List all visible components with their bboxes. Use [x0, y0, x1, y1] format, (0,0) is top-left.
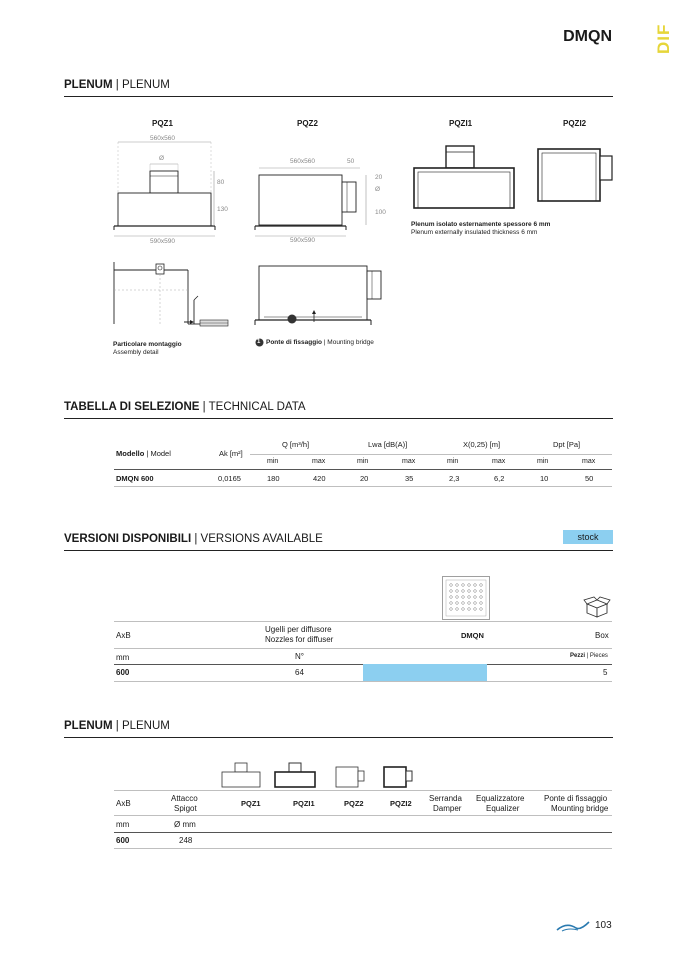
col-pqz2: PQZ2	[344, 799, 364, 808]
col-dmqn: DMQN	[461, 631, 484, 640]
sub-max: max	[402, 458, 416, 465]
col-x: X(0,25) [m]	[463, 440, 501, 449]
pqzi1-thumb-icon	[273, 761, 317, 789]
dim-label: 80	[217, 179, 225, 186]
dim-label: 130	[217, 206, 228, 213]
dim-label: 100	[375, 209, 386, 216]
col-model: Modello | Model	[116, 449, 171, 458]
col-mounting: Mounting bridge	[551, 804, 609, 813]
row-ak: 0,0165	[218, 474, 241, 483]
mounting-bridge-caption: Ponte di fissaggio | Mounting bridge	[266, 339, 374, 346]
row-q-min: 180	[267, 474, 280, 483]
row-dp-min: 10	[540, 474, 549, 483]
pqz1-drawing	[108, 130, 223, 245]
col-spigot: Spigot	[174, 804, 197, 813]
assembly-detail-drawing	[110, 260, 235, 335]
col-lwa: Lwa [dB(A)]	[368, 440, 408, 449]
variant-label-pqzi1: PQZI1	[449, 119, 473, 128]
col-axb: AxB	[116, 799, 131, 808]
sub-max: max	[312, 458, 326, 465]
section-divider	[64, 737, 613, 738]
row-l-min: 20	[360, 474, 369, 483]
col-axb: AxB	[116, 631, 131, 640]
pqzi2-drawing	[535, 146, 615, 206]
row-axb: 600	[116, 836, 130, 845]
section-divider	[64, 550, 613, 551]
dim-label: 590x590	[290, 237, 315, 244]
row-x-min: 2,3	[449, 474, 460, 483]
row-box: 5	[603, 668, 608, 677]
col-pqz1: PQZ1	[241, 799, 261, 808]
col-dp: Dpt [Pa]	[553, 440, 581, 449]
sub-min: min	[537, 458, 549, 465]
row-axb: 600	[116, 668, 130, 677]
plenum-table-title: PLENUM | PLENUM	[64, 720, 170, 732]
unit-mm: mm	[116, 820, 130, 829]
bridge-number: 1	[257, 339, 261, 345]
sub-max: max	[492, 458, 506, 465]
dim-label: 560x560	[290, 158, 315, 165]
technical-section-title: TABELLA DI SELEZIONE | TECHNICAL DATA	[64, 401, 306, 413]
section-tab-label: DIF	[654, 23, 673, 54]
assembly-detail-it: Particolare montaggio	[113, 341, 182, 348]
section-tab	[650, 0, 678, 74]
dim-label: 590x590	[150, 238, 175, 245]
dim-label: Ø	[375, 186, 381, 193]
insulated-note-en: Plenum externally insulated thickness 6 mm	[411, 229, 538, 236]
row-nozzles: 64	[295, 668, 304, 677]
col-q: Q [m³/h]	[282, 440, 310, 449]
stock-cell	[363, 664, 487, 681]
unit-dia: Ø mm	[174, 820, 196, 829]
product-code: DMQN	[563, 28, 612, 45]
page-number: 103	[595, 920, 612, 931]
sub-min: min	[447, 458, 459, 465]
unit-pieces: Pezzi | Pieces	[570, 653, 608, 659]
assembly-detail-en: Assembly detail	[113, 349, 159, 356]
row-spigot: 248	[179, 836, 193, 845]
col-equalizzatore: Equalizzatore	[476, 794, 525, 803]
col-equalizer: Equalizer	[486, 804, 520, 813]
col-pqzi2: PQZI2	[390, 799, 412, 808]
section-divider	[64, 96, 613, 97]
dim-label: 20	[375, 174, 383, 181]
dim-label: Ø	[159, 155, 165, 162]
col-damper: Damper	[433, 804, 462, 813]
pqzi1-drawing	[410, 143, 520, 213]
dim-label: 560x560	[150, 135, 175, 142]
row-dp-max: 50	[585, 474, 594, 483]
col-pqzi1: PQZI1	[293, 799, 315, 808]
versions-section-title: VERSIONI DISPONIBILI | VERSIONS AVAILABLE	[64, 533, 323, 545]
col-ak: Ak [m²]	[219, 449, 243, 458]
diffuser-grid-icon	[442, 576, 490, 620]
variant-label-pqz2: PQZ2	[297, 119, 318, 128]
col-nozzles-en: Nozzles for diffuser	[265, 635, 334, 644]
mounting-bridge-drawing	[252, 262, 387, 332]
insulated-note-it: Plenum isolato esternamente spessore 6 mm	[411, 221, 551, 228]
row-l-max: 35	[405, 474, 414, 483]
plenum-section-title: PLENUM | PLENUM	[64, 79, 170, 91]
col-attacco: Attacco	[171, 794, 198, 803]
pqz1-thumb-icon	[220, 761, 262, 789]
pqz2-drawing	[254, 160, 384, 250]
brand-swoosh-icon	[556, 920, 590, 932]
unit-mm: mm	[116, 653, 130, 662]
col-nozzles-it: Ugelli per diffusore	[265, 625, 332, 634]
row-q-max: 420	[313, 474, 326, 483]
sub-max: max	[582, 458, 596, 465]
col-serranda: Serranda	[429, 794, 462, 803]
stock-badge: stock	[563, 530, 613, 544]
variant-label-pqzi2: PQZI2	[563, 119, 587, 128]
unit-n: N°	[295, 652, 304, 661]
sub-min: min	[357, 458, 369, 465]
dim-label: 50	[347, 158, 355, 165]
col-box: Box	[595, 631, 609, 640]
sub-min: min	[267, 458, 279, 465]
col-ponte: Ponte di fissaggio	[544, 794, 608, 803]
box-icon	[583, 596, 611, 618]
section-divider	[64, 418, 613, 419]
row-model: DMQN 600	[116, 474, 154, 483]
row-x-max: 6,2	[494, 474, 505, 483]
pqzi2-thumb-icon	[382, 765, 414, 789]
pqz2-thumb-icon	[334, 765, 366, 789]
variant-label-pqz1: PQZ1	[152, 119, 173, 128]
